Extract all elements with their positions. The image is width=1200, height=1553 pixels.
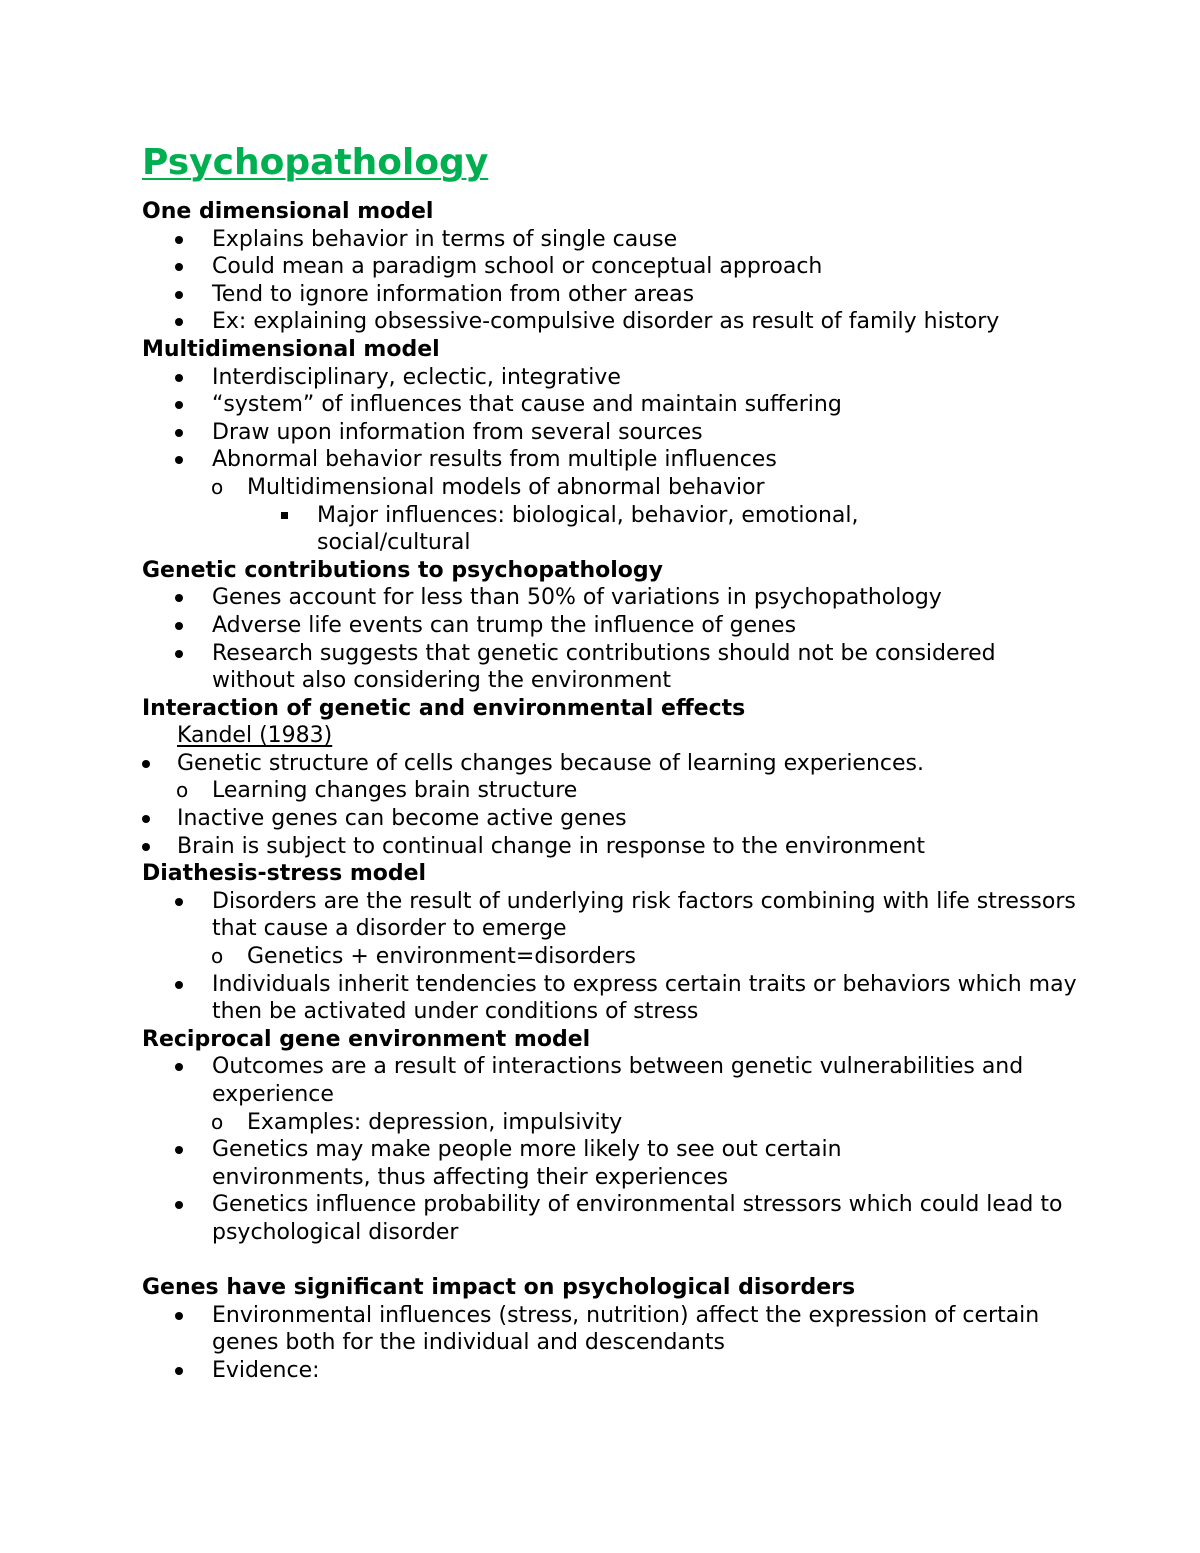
list-item-text: “system” of influences that cause and maintain suffering [212, 392, 842, 418]
sub-bullet-list [177, 1109, 1082, 1137]
bullet-icon [175, 1063, 183, 1071]
sub-list-item [177, 1109, 1082, 1137]
section-heading-diathesis-stress: Diathesis-stress model [142, 861, 427, 887]
list-item [142, 833, 1082, 861]
list-item-text: Genes account for less than 50% of variations in psychopathology [212, 585, 942, 611]
list-item-text: Could mean a paradigm school or conceptual approach [212, 254, 823, 280]
bullet-list [142, 226, 1082, 336]
circle-bullet-icon: o [211, 474, 224, 499]
list-item-text: Individuals inherit tendencies to express certain traits or behaviors which may then be activated under conditions of stress [212, 971, 1077, 1025]
list-item [142, 805, 1082, 833]
sub-list-item-text: Examples: depression, impulsivity [247, 1109, 623, 1135]
bullet-list [142, 584, 1082, 694]
list-item [142, 1302, 1082, 1357]
bullet-icon [142, 843, 150, 851]
section-heading-multidimensional: Multidimensional model [142, 336, 440, 362]
list-item [142, 1136, 1082, 1191]
list-item [142, 1191, 1082, 1246]
sub-list-item-text: Multidimensional models of abnormal behavior [247, 474, 765, 500]
list-item [142, 419, 1082, 447]
sub-sub-list-item [247, 502, 1082, 557]
circle-bullet-icon: o [211, 944, 224, 969]
section-heading-interaction: Interaction of genetic and environmental effects [142, 695, 746, 721]
list-item [142, 253, 1082, 281]
blank-line [142, 1247, 1082, 1275]
citation-kandel: Kandel (1983) [177, 723, 333, 749]
section-heading-one-dimensional: One dimensional model [142, 199, 434, 224]
bullet-icon [175, 456, 183, 464]
bullet-list [142, 750, 1082, 860]
circle-bullet-icon: o [176, 778, 189, 803]
sub-sub-bullet-list [247, 502, 1082, 557]
bullet-icon [175, 236, 183, 244]
bullet-list [142, 1302, 1082, 1385]
list-item-text: Genetics influence probability of environmental stressors which could lead to psychological disorder [212, 1192, 1063, 1245]
bullet-list [142, 364, 1082, 557]
section-heading-reciprocal: Reciprocal gene environment model [142, 1026, 591, 1052]
sub-list-item [177, 474, 1082, 557]
bullet-icon [175, 622, 183, 630]
bullet-icon [142, 815, 150, 823]
bullet-icon [175, 898, 183, 906]
bullet-icon [175, 1367, 183, 1375]
list-item-text: Brain is subject to continual change in response to the environment [177, 833, 925, 859]
bullet-icon [175, 401, 183, 409]
list-item [142, 750, 1082, 805]
bullet-icon [175, 1201, 183, 1209]
list-item [142, 888, 1082, 971]
list-item [142, 1053, 1082, 1136]
section-heading-genetic-contributions: Genetic contributions to psychopathology [142, 557, 663, 583]
square-bullet-icon [281, 512, 288, 519]
list-item-text: Tend to ignore information from other areas [212, 281, 695, 307]
list-item-text: Adverse life events can trump the influence of genes [212, 612, 797, 638]
list-item-text: Environmental influences (stress, nutrition) affect the expression of certain genes both for the individual and descendants [212, 1302, 1040, 1356]
list-item-text: Inactive genes can become active genes [177, 806, 627, 832]
sub-list-item-text: Learning changes brain structure [212, 778, 578, 804]
bullet-icon [175, 650, 183, 658]
sub-list-item [142, 777, 1082, 805]
list-item [142, 640, 1082, 695]
list-item-text: Research suggests that genetic contributions should not be considered without also considering the environment [212, 640, 996, 694]
list-item-text: Outcomes are a result of interactions between genetic vulnerabilities and experience [212, 1054, 1024, 1107]
bullet-icon [175, 1146, 183, 1154]
bullet-icon [142, 760, 150, 768]
list-item [142, 364, 1082, 392]
bullet-icon [175, 594, 183, 602]
sub-list-item [177, 943, 1082, 971]
list-item [142, 446, 1082, 556]
list-item [142, 226, 1082, 254]
list-item-text: Draw upon information from several sources [212, 419, 703, 445]
list-item-text: Ex: explaining obsessive-compulsive disorder as result of family history [212, 309, 1000, 335]
list-item [142, 971, 1082, 1026]
bullet-icon [175, 374, 183, 382]
list-item-text: Abnormal behavior results from multiple influences [212, 447, 777, 473]
section-heading-genes-impact: Genes have significant impact on psychological disorders [142, 1275, 856, 1301]
bullet-list [142, 1053, 1082, 1246]
list-item [142, 1357, 1082, 1385]
list-item-text: Disorders are the result of underlying risk factors combining with life stressors that cause a disorder to emerge [212, 888, 1076, 942]
list-item-text: Evidence: [212, 1357, 320, 1383]
sub-sub-list-item-text: Major influences: biological, behavior, emotional, social/cultural [317, 502, 859, 556]
sub-bullet-list [177, 474, 1082, 557]
list-item [142, 584, 1082, 612]
list-item-text: Genetic structure of cells changes because of learning experiences. [177, 750, 924, 776]
bullet-icon [175, 263, 183, 271]
bullet-icon [175, 291, 183, 299]
list-item-text: Interdisciplinary, eclectic, integrative [212, 364, 621, 390]
bullet-icon [175, 1312, 183, 1320]
sub-list-item-text: Genetics + environment=disorders [247, 944, 636, 970]
sub-bullet-list [177, 943, 1082, 971]
sub-bullet-list [142, 777, 1082, 805]
page-title: Psychopathology [142, 142, 489, 183]
list-item [142, 281, 1082, 309]
bullet-list [142, 888, 1082, 1026]
document-body [142, 140, 1082, 1385]
bullet-icon [175, 318, 183, 326]
circle-bullet-icon: o [211, 1109, 224, 1134]
list-item [142, 308, 1082, 336]
list-item-text: Genetics may make people more likely to see out certain environments, thus affecting their experiences [212, 1137, 842, 1190]
bullet-icon [175, 429, 183, 437]
list-item [142, 391, 1082, 419]
list-item [142, 612, 1082, 640]
bullet-icon [175, 981, 183, 989]
list-item-text: Explains behavior in terms of single cause [212, 226, 678, 252]
